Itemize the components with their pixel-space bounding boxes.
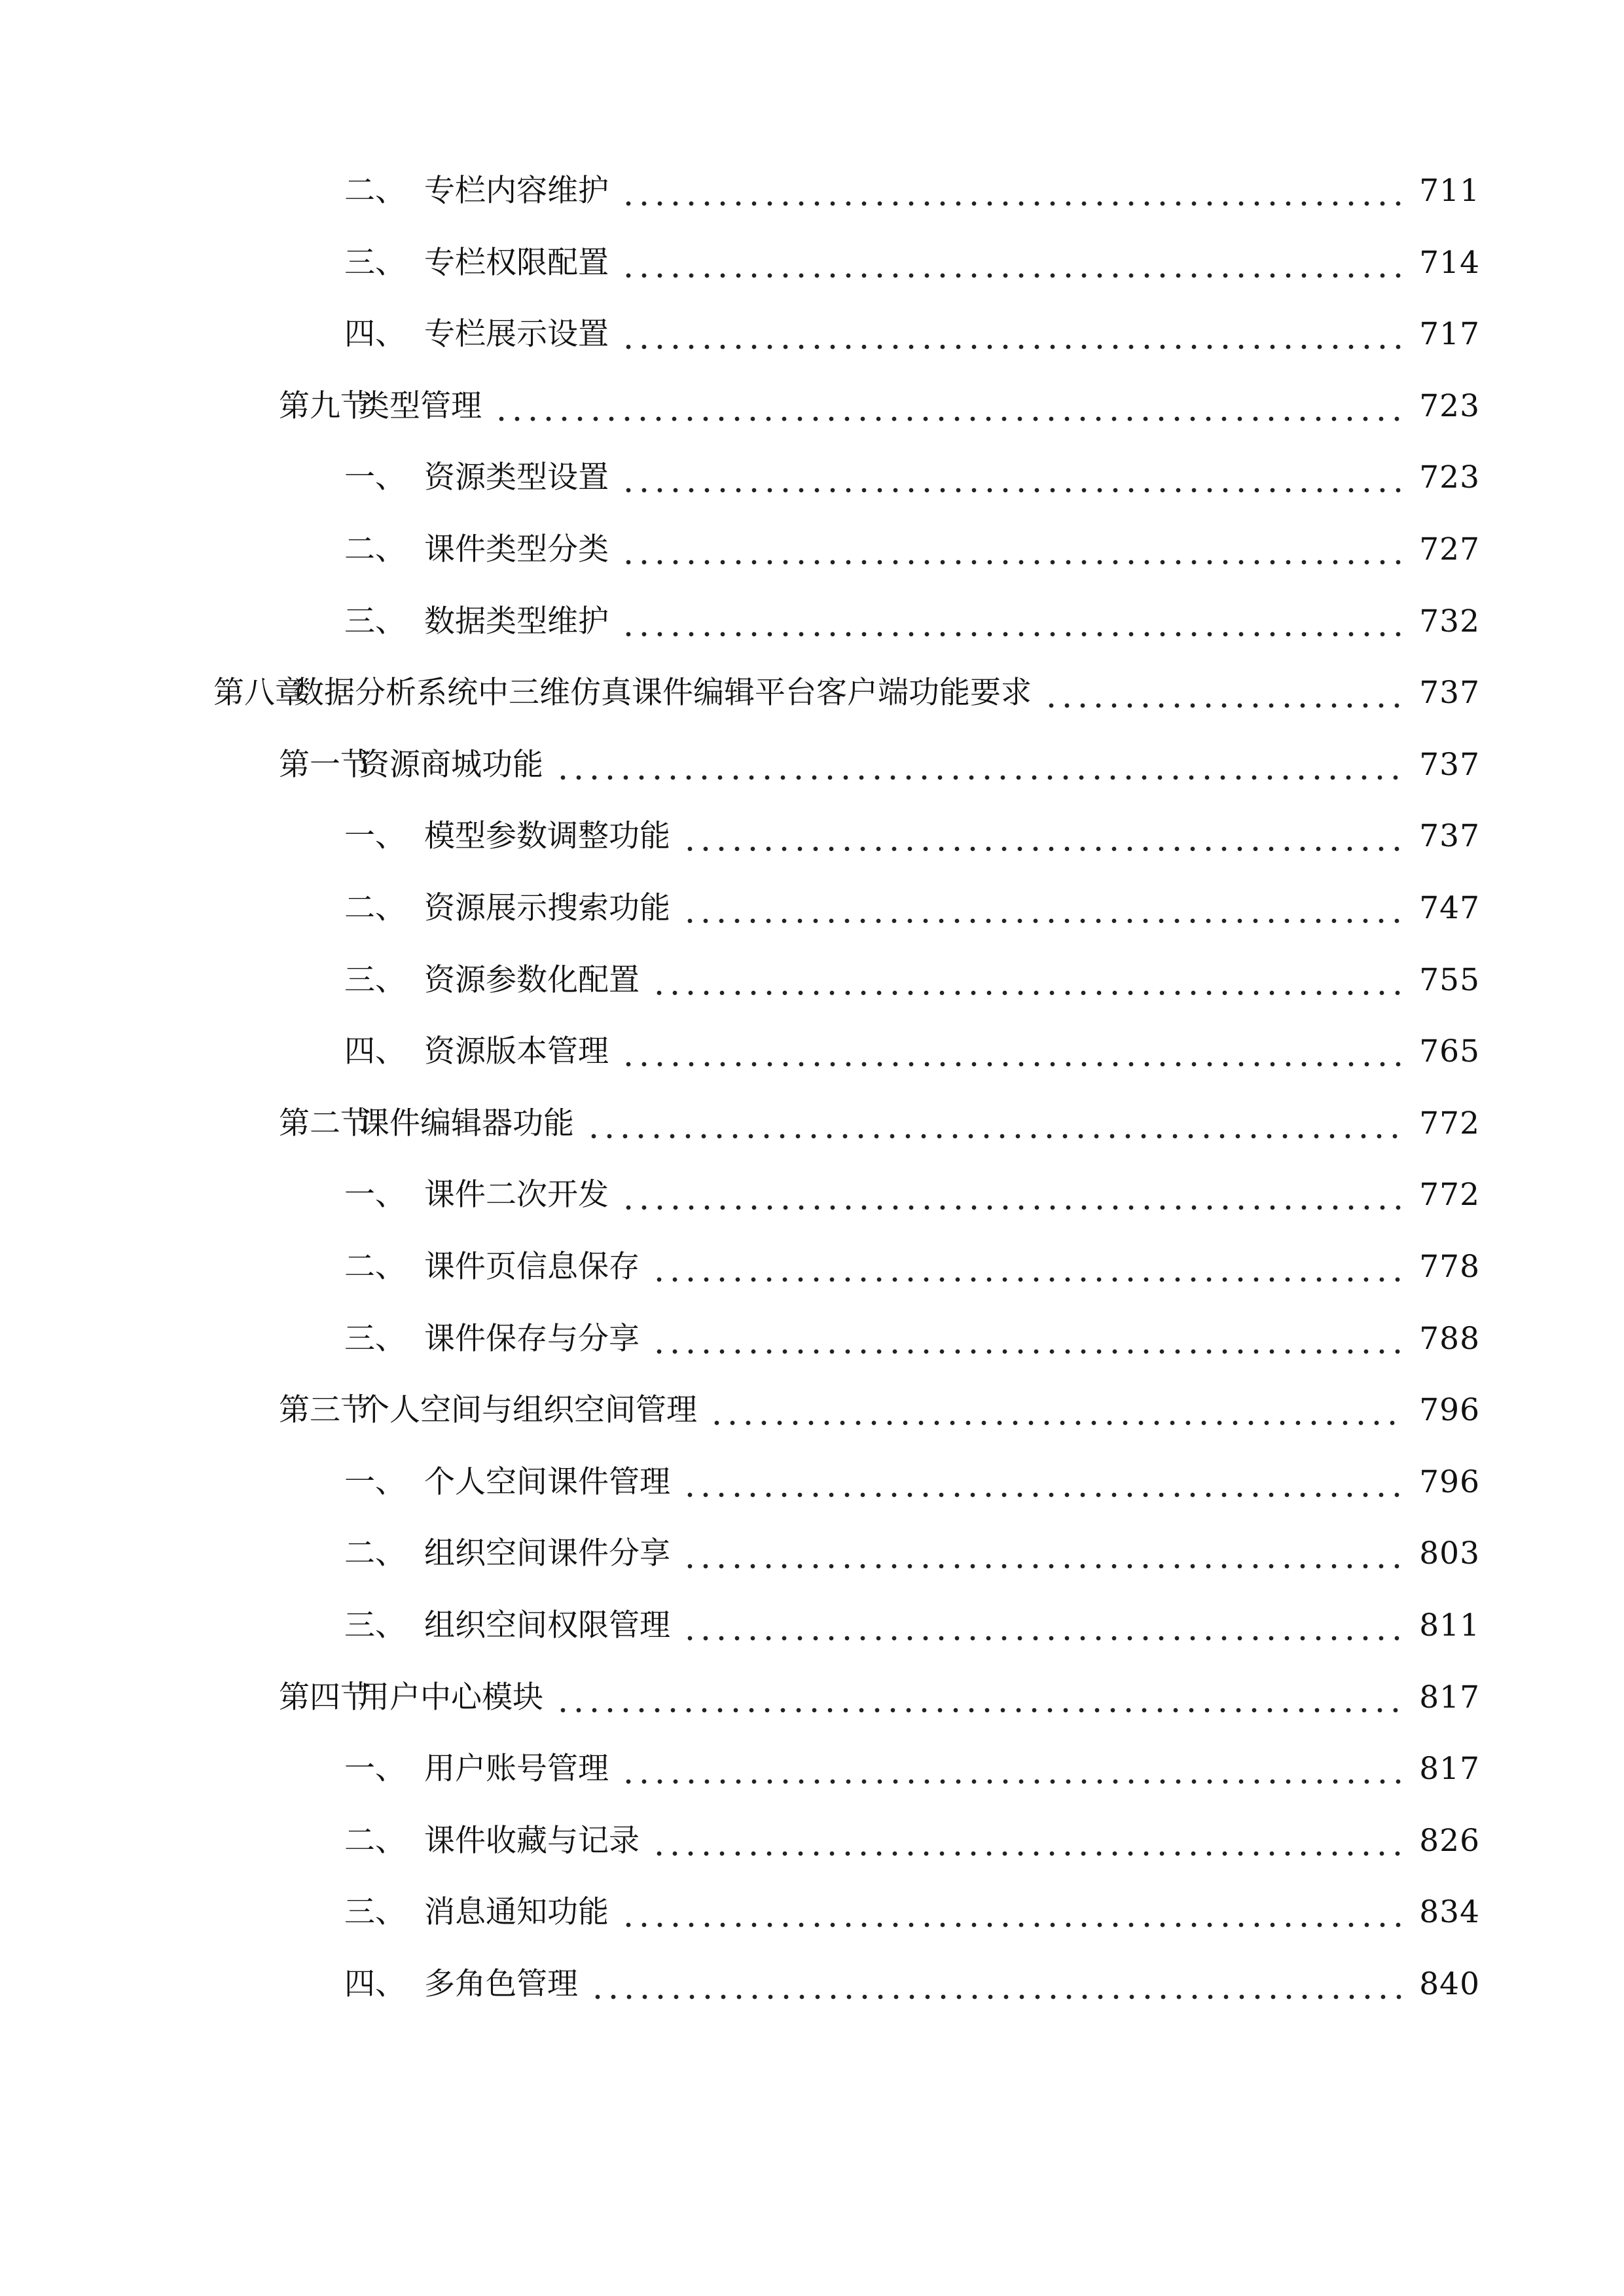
toc-entry-number: 四、 xyxy=(344,316,406,353)
dot-leader xyxy=(651,1815,1405,1867)
dot-leader xyxy=(682,810,1405,863)
toc-entry-page-number: 737 xyxy=(1419,818,1480,855)
dot-leader xyxy=(621,308,1405,361)
dot-leader xyxy=(621,1169,1405,1221)
toc-entry[interactable] xyxy=(344,882,1480,935)
toc-entry-number: 一、 xyxy=(344,1751,406,1787)
toc-entry[interactable] xyxy=(344,1241,1480,1293)
toc-entry-page-number: 772 xyxy=(1419,1177,1480,1213)
toc-entry-number: 第二节 xyxy=(279,1105,371,1141)
toc-entry[interactable] xyxy=(344,1886,1480,1939)
toc-entry[interactable] xyxy=(279,1672,1480,1724)
dot-leader xyxy=(651,1313,1405,1365)
toc-entry-page-number: 727 xyxy=(1419,531,1480,567)
dot-leader xyxy=(555,739,1405,791)
toc-entry-title: 课件类型分类 xyxy=(424,531,609,567)
dot-leader xyxy=(621,1026,1405,1078)
toc-entry-number: 二、 xyxy=(344,1535,406,1572)
dot-leader xyxy=(621,165,1405,217)
toc-entry-title: 个人空间课件管理 xyxy=(424,1463,670,1500)
toc-entry-page-number: 737 xyxy=(1419,675,1480,711)
toc-entry-title: 数据分析系统中三维仿真课件编辑平台客户端功能要求 xyxy=(293,675,1032,711)
toc-entry-title: 专栏展示设置 xyxy=(424,316,609,353)
toc-entry-page-number: 796 xyxy=(1419,1463,1480,1500)
dot-leader xyxy=(586,1098,1405,1150)
toc-entry-title: 课件保存与分享 xyxy=(424,1320,640,1357)
toc-entry-page-number: 747 xyxy=(1419,890,1480,926)
toc-entry-page-number: 711 xyxy=(1419,173,1480,209)
toc-entry-title: 资源商城功能 xyxy=(359,746,543,783)
toc-entry[interactable] xyxy=(344,1528,1480,1580)
toc-entry-title: 课件收藏与记录 xyxy=(424,1822,640,1859)
toc-entry[interactable] xyxy=(279,739,1480,791)
dot-leader xyxy=(621,1743,1405,1795)
toc-entry-title: 组织空间课件分享 xyxy=(424,1535,670,1572)
toc-entry-number: 一、 xyxy=(344,1177,406,1213)
toc-entry-page-number: 796 xyxy=(1419,1392,1480,1429)
toc-entry-number: 三、 xyxy=(344,244,406,281)
toc-entry-title: 课件二次开发 xyxy=(424,1177,609,1213)
toc-entry-page-number: 788 xyxy=(1419,1320,1480,1357)
toc-entry[interactable] xyxy=(344,1456,1480,1509)
dot-leader xyxy=(621,524,1405,576)
toc-entry[interactable] xyxy=(344,1169,1480,1221)
toc-entry-page-number: 772 xyxy=(1419,1105,1480,1141)
toc-entry[interactable] xyxy=(279,1098,1480,1150)
toc-entry-title: 消息通知功能 xyxy=(424,1894,609,1931)
toc-entry-page-number: 714 xyxy=(1419,244,1480,281)
toc-entry[interactable] xyxy=(344,237,1480,289)
toc-entry-number: 四、 xyxy=(344,1033,406,1070)
toc-entry-page-number: 778 xyxy=(1419,1249,1480,1285)
toc-entry[interactable] xyxy=(213,667,1480,719)
toc-entry[interactable] xyxy=(344,165,1480,217)
toc-entry-page-number: 717 xyxy=(1419,316,1480,353)
toc-entry[interactable] xyxy=(279,380,1480,433)
toc-entry[interactable] xyxy=(344,308,1480,361)
toc-entry-page-number: 826 xyxy=(1419,1822,1480,1859)
toc-entry-number: 一、 xyxy=(344,1463,406,1500)
toc-entry-page-number: 817 xyxy=(1419,1751,1480,1787)
toc-entry-title: 用户账号管理 xyxy=(424,1751,609,1787)
toc-entry-number: 二、 xyxy=(344,531,406,567)
toc-entry-page-number: 765 xyxy=(1419,1033,1480,1070)
toc-entry-title: 组织空间权限管理 xyxy=(424,1607,670,1643)
toc-entry-number: 二、 xyxy=(344,1822,406,1859)
toc-entry[interactable] xyxy=(344,596,1480,648)
toc-entry[interactable] xyxy=(344,1600,1480,1652)
dot-leader xyxy=(555,1672,1405,1724)
toc-entry-page-number: 732 xyxy=(1419,603,1480,639)
toc-entry-title: 资源参数化配置 xyxy=(424,961,640,998)
dot-leader xyxy=(621,596,1405,648)
toc-entry-number: 第八章 xyxy=(213,675,306,711)
toc-entry-number: 一、 xyxy=(344,818,406,855)
toc-entry[interactable] xyxy=(344,810,1480,863)
dot-leader xyxy=(590,1958,1405,2011)
toc-entry-title: 资源展示搜索功能 xyxy=(424,890,670,926)
toc-entry-title: 个人空间与组织空间管理 xyxy=(359,1392,697,1429)
toc-entry[interactable] xyxy=(344,1958,1480,2011)
dot-leader xyxy=(682,1600,1405,1652)
dot-leader xyxy=(709,1384,1405,1437)
toc-entry-title: 类型管理 xyxy=(359,387,482,424)
toc-entry-page-number: 811 xyxy=(1419,1607,1480,1643)
toc-entry-number: 第一节 xyxy=(279,746,371,783)
dot-leader xyxy=(651,954,1405,1007)
toc-entry-page-number: 723 xyxy=(1419,387,1480,424)
toc-entry-number: 第三节 xyxy=(279,1392,371,1429)
toc-entry-title: 资源版本管理 xyxy=(424,1033,609,1070)
toc-entry-title: 课件编辑器功能 xyxy=(359,1105,574,1141)
toc-entry-number: 三、 xyxy=(344,961,406,998)
toc-entry[interactable] xyxy=(279,1384,1480,1437)
toc-entry[interactable] xyxy=(344,1743,1480,1795)
toc-entry-page-number: 840 xyxy=(1419,1966,1480,2002)
toc-entry-page-number: 817 xyxy=(1419,1679,1480,1715)
toc-entry-page-number: 803 xyxy=(1419,1535,1480,1572)
toc-entry-title: 专栏内容维护 xyxy=(424,173,609,209)
toc-entry-page-number: 834 xyxy=(1419,1894,1480,1931)
dot-leader xyxy=(682,1456,1405,1509)
toc-entry[interactable] xyxy=(344,1026,1480,1078)
toc-entry-number: 第四节 xyxy=(279,1679,371,1715)
dot-leader xyxy=(621,237,1405,289)
toc-entry-number: 三、 xyxy=(344,1320,406,1357)
toc-entry-number: 一、 xyxy=(344,459,406,496)
toc-entry[interactable] xyxy=(344,524,1480,576)
toc-entry-title: 数据类型维护 xyxy=(424,603,609,639)
toc-entry-title: 资源类型设置 xyxy=(424,459,609,496)
dot-leader xyxy=(621,1886,1405,1939)
toc-entry-number: 二、 xyxy=(344,1249,406,1285)
toc-entry-page-number: 737 xyxy=(1419,746,1480,783)
toc-entry-number: 三、 xyxy=(344,603,406,639)
toc-entry-page-number: 723 xyxy=(1419,459,1480,496)
dot-leader xyxy=(1043,667,1405,719)
dot-leader xyxy=(682,1528,1405,1580)
toc-entry[interactable] xyxy=(344,954,1480,1007)
dot-leader xyxy=(651,1241,1405,1293)
toc-entry-number: 二、 xyxy=(344,173,406,209)
toc-entry-number: 第九节 xyxy=(279,387,371,424)
toc-entry-number: 三、 xyxy=(344,1607,406,1643)
toc-entry-page-number: 755 xyxy=(1419,961,1480,998)
toc-entry-number: 四、 xyxy=(344,1966,406,2002)
toc-entry-number: 二、 xyxy=(344,890,406,926)
dot-leader xyxy=(682,882,1405,935)
toc-entry-number: 三、 xyxy=(344,1894,406,1931)
toc-entry-title: 课件页信息保存 xyxy=(424,1249,640,1285)
toc-entry-title: 用户中心模块 xyxy=(359,1679,543,1715)
toc-entry-title: 模型参数调整功能 xyxy=(424,818,670,855)
toc-entry[interactable] xyxy=(344,1815,1480,1867)
dot-leader xyxy=(494,380,1405,433)
toc-entry-title: 多角色管理 xyxy=(424,1966,578,2002)
dot-leader xyxy=(621,452,1405,504)
toc-entry[interactable] xyxy=(344,452,1480,504)
toc-entry-title: 专栏权限配置 xyxy=(424,244,609,281)
toc-entry[interactable] xyxy=(344,1313,1480,1365)
